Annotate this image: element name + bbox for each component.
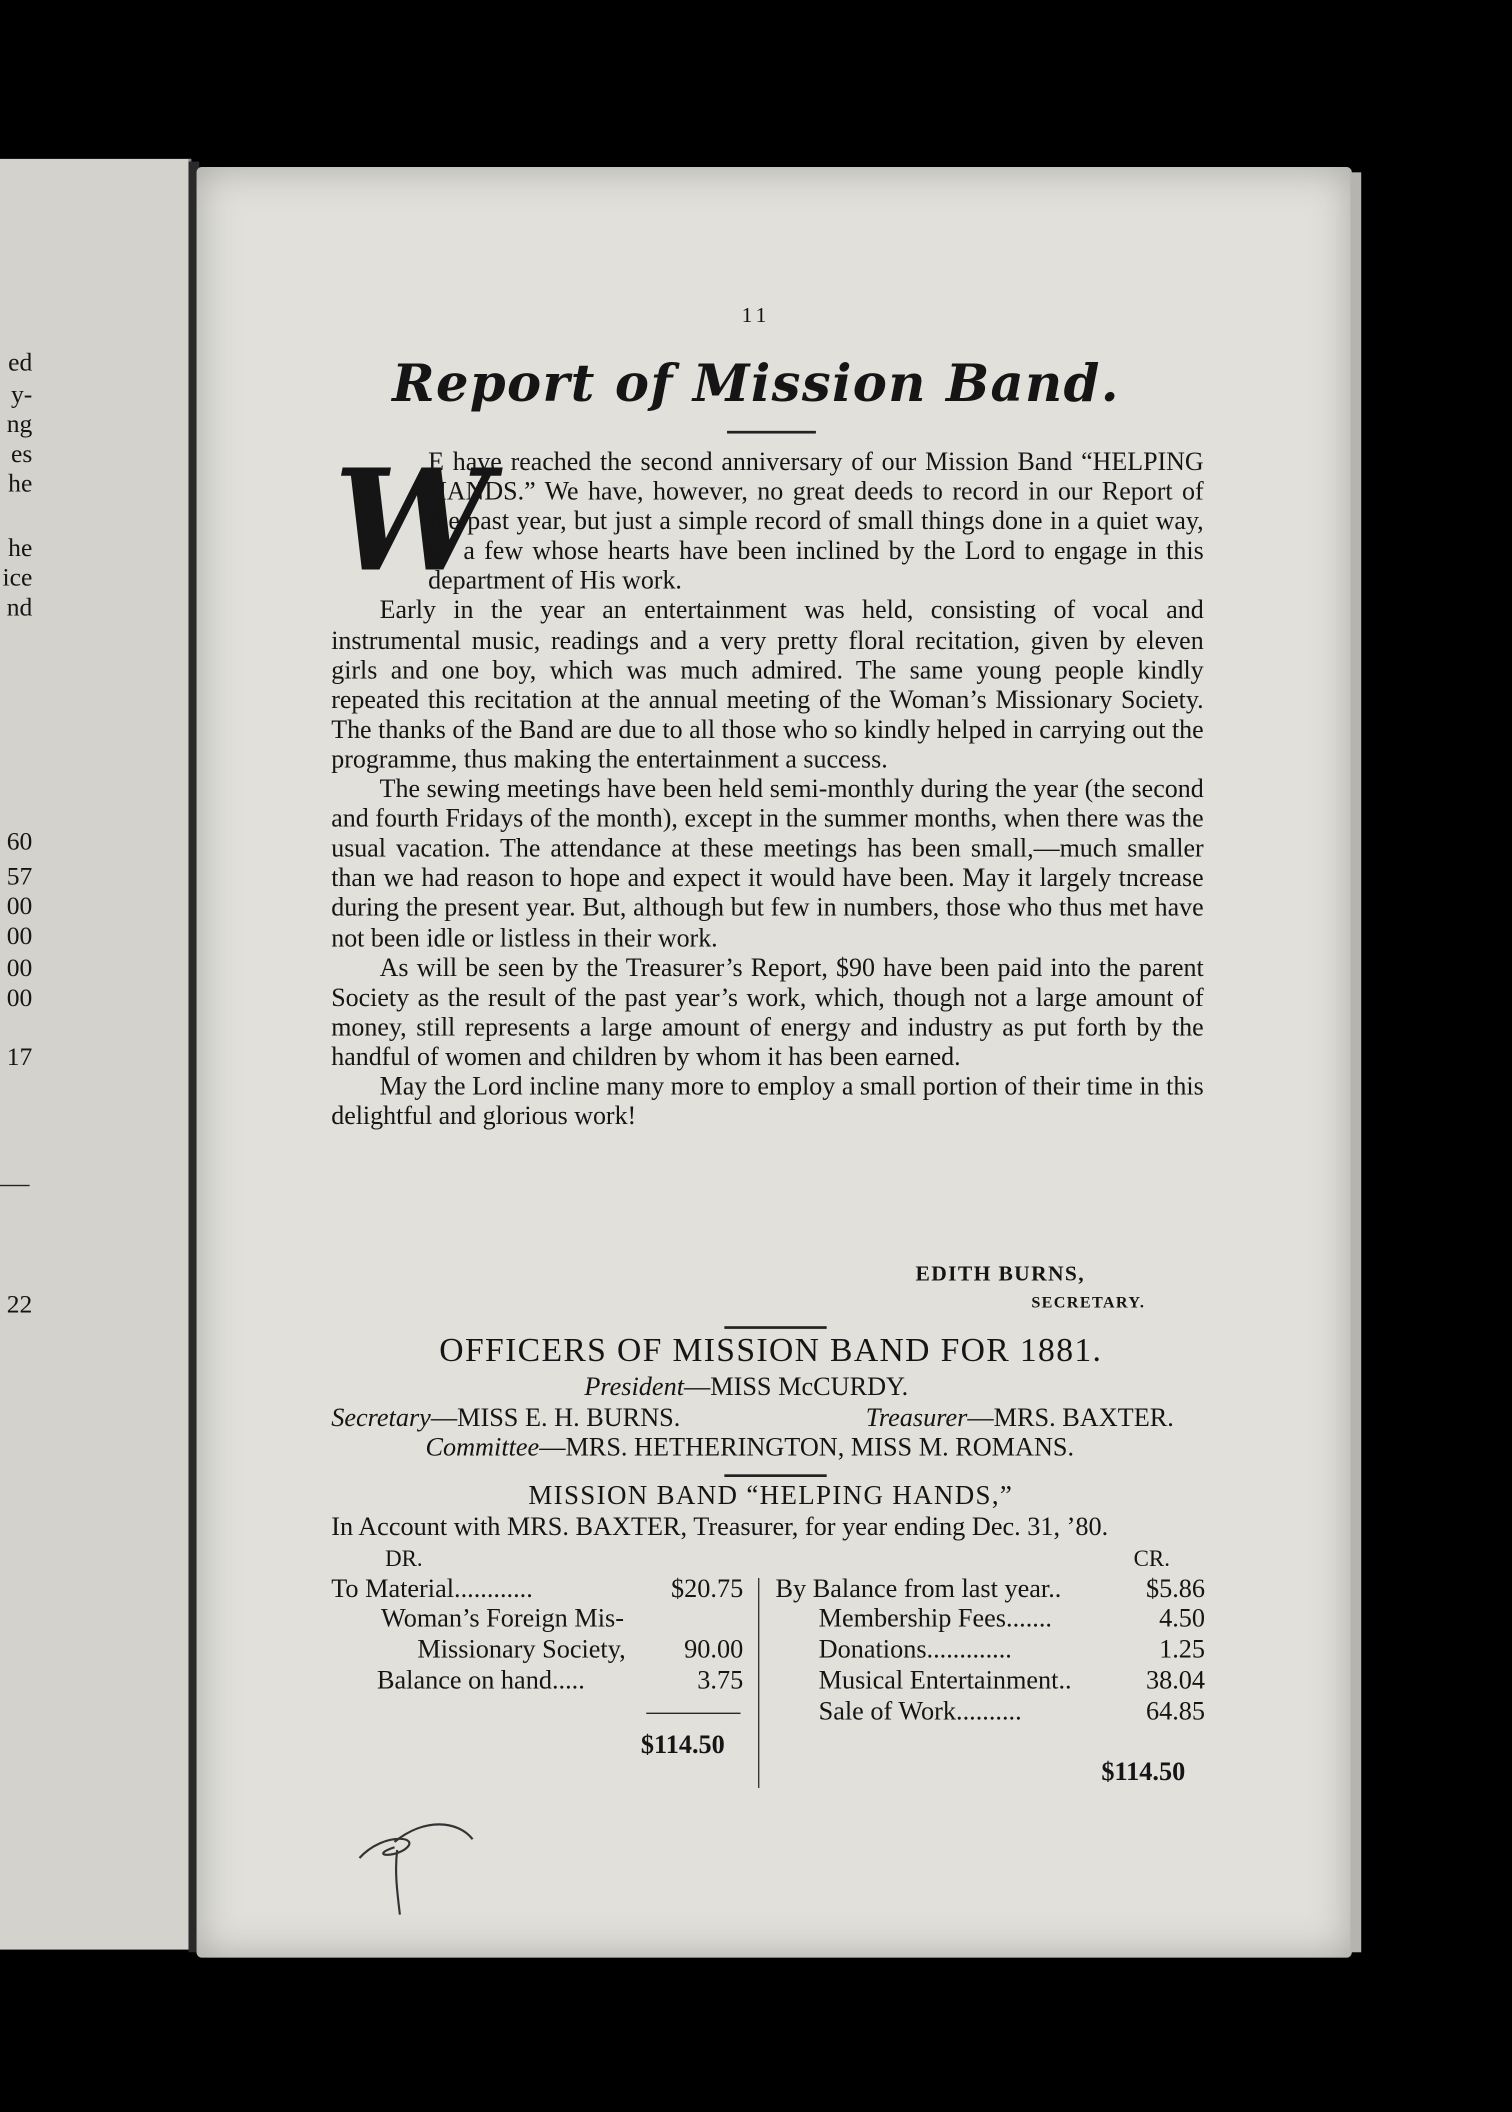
title-rule [727,431,816,434]
report-paragraph [331,437,1204,604]
left-page-fragment: ng [6,410,33,439]
officer-role: Treasurer [865,1404,968,1433]
ledger-divider [758,1578,759,1788]
officer-role: Committee [425,1433,540,1463]
left-page-fragment: he [8,469,33,499]
report-paragraph: As will be seen by the Treasurer’s Report, $90 have been paid into the parent Society as the result of the past year’s work, which, though not a large amount of money, still represents a large amount of energy and industry as put forth by the handful of women and children by whom it has been earned. [331,954,1204,1072]
debit-total: $114.50 [640,1731,725,1760]
officer-treasurer [866,1404,1174,1434]
account-subheading: In Account with MRS. BAXTER, Treasurer, for year ending Dec. 31, ’80. [331,1513,1109,1542]
report-paragraph: Early in the year an entertainment was held, consisting of vocal and instrumental music, readings and a very pretty floral recitation, given by eleven girls and one boy, which was much admired. The same young people kindly repeated this recitation at the annual meeting of the Woman’s Missionary Society. The thanks of the Band are due to all those who so kindly helped in carrying out the programme, thus making the entertainment a success. [331,597,1204,775]
section-rule [724,1326,826,1329]
credit-column-label: CR. [1133,1545,1170,1572]
debit-row-amount: 3.75 [697,1666,744,1696]
signature-title: SECRETARY. [1031,1292,1146,1312]
credit-row-label: Musical Entertainment.. [818,1666,1072,1696]
officer-name: —MISS E. H. BURNS. [430,1404,681,1433]
report-title: Report of Mission Band. [392,352,1120,414]
left-page-fragment: he [8,534,33,563]
left-page-fragment: 00 [6,954,33,983]
officer-secretary [331,1404,680,1434]
officer-role: Secretary [331,1404,431,1433]
page-edge [1350,172,1361,1952]
account-heading: MISSION BAND “HELPING HANDS,” [528,1481,1014,1511]
left-page-fragment: 00 [6,984,33,1013]
left-page-fragment: y- [11,381,33,410]
officer-name: —MRS. BAXTER. [967,1404,1174,1433]
officers-heading: OFFICERS OF MISSION BAND FOR 1881. [439,1332,1103,1370]
debit-row-label: Balance on hand..... [376,1666,585,1696]
report-paragraph-text: E have reached the second anniversary of our Mission Band “HELPING HANDS.” We have, however, no great deeds to record in our Report of the past year, but just a simple record of small things done in a quiet way, by a few whose hearts have been inclined by the Lord to engage in this department of His work. [428,448,1204,596]
left-page-fragment: ed [8,348,33,377]
credit-row-amount: 64.85 [1145,1697,1206,1727]
page-number: 11 [741,304,771,328]
left-page-fragment: ice [2,564,33,593]
debit-row-amount: 90.00 [684,1635,744,1665]
credit-row-amount: 1.25 [1159,1635,1206,1665]
credit-row-amount: $5.86 [1145,1575,1206,1604]
debit-row-amount: $20.75 [671,1575,744,1604]
left-page-fragment: 00 [6,892,33,921]
debit-column-label: DR. [385,1545,423,1572]
credit-row-amount: 4.50 [1159,1604,1206,1634]
credit-row-label: Donations............. [818,1635,1012,1665]
left-page-fragment: 57 [6,863,33,892]
credit-row-label: Membership Fees....... [818,1604,1052,1634]
credit-total: $114.50 [1101,1758,1186,1787]
left-page-fragment: 17 [6,1043,33,1072]
handwritten-mark [343,1804,491,1925]
report-body [331,437,1204,1132]
left-page-fragment: nd [6,593,33,623]
officer-name: —MRS. HETHERINGTON, MISS M. ROMANS. [539,1433,1075,1463]
left-page-fragment: 00 [6,922,33,951]
officer-committee [425,1434,1074,1464]
left-page-fragment: es [11,440,33,469]
left-page-fragment: 60 [6,828,33,857]
officer-president [584,1373,908,1403]
debit-row-label: Woman’s Foreign Mis- [381,1604,624,1634]
debit-total-rule [646,1713,740,1714]
section-rule [724,1474,826,1477]
report-paragraph: May the Lord incline many more to employ a small portion of their time in this delightful and glorious work! [331,1073,1204,1132]
signature-name: EDITH BURNS, [915,1262,1085,1286]
left-page-fragment: 22 [6,1291,33,1320]
credit-row-label: Sale of Work.......... [818,1697,1022,1727]
debit-row-label: Missionary Society, [417,1635,626,1665]
debit-row-label: To Material............ [331,1575,533,1604]
credit-row-amount: 38.04 [1145,1666,1206,1696]
officer-name: —MISS McCURDY. [683,1373,909,1402]
credit-row-label: By Balance from last year.. [775,1575,1062,1604]
officer-role: President [584,1373,684,1402]
left-page-rule [0,1185,30,1186]
dropcap-letter: W [333,437,492,604]
left-page-edge [0,159,191,1950]
report-paragraph: The sewing meetings have been held semi-monthly during the year (the second and fourth Fridays of the month), except in the summer months, when there was the usual vacation. The attendance at these meetings has been small,—much smaller than we had reason to hope and expect it would have been. May it largely tncrease during the present year. But, although but few in numbers, those who thus met have not been idle or listless in their work. [331,775,1204,953]
